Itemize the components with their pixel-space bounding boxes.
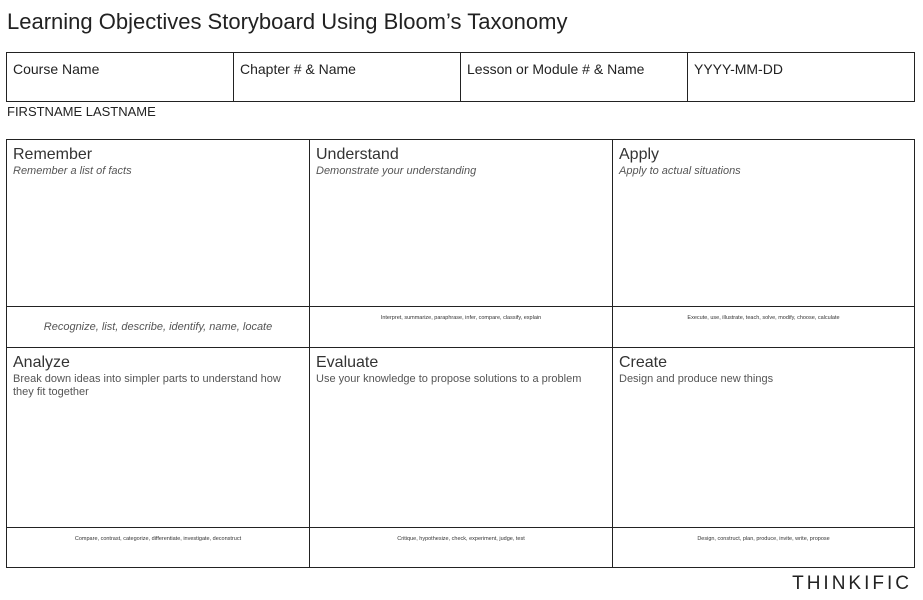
understand-box[interactable]	[310, 140, 613, 307]
remember-title: Remember	[13, 146, 93, 163]
understand-verbs: Interpret, summarize, paraphrase, infer, compare, classify, explain	[310, 307, 613, 348]
apply-subtitle: Apply to actual situations	[619, 165, 741, 177]
lesson-field[interactable]: Lesson or Module # & Name	[461, 53, 688, 101]
page-title: Learning Objectives Storyboard Using Bloom’s Taxonomy	[7, 9, 568, 34]
author-name: FIRSTNAME LASTNAME	[7, 104, 156, 119]
evaluate-box[interactable]	[310, 348, 613, 528]
create-box[interactable]	[613, 348, 914, 528]
course-name-field[interactable]: Course Name	[7, 53, 234, 101]
create-verbs: Design, construct, plan, produce, invite, write, propose	[697, 536, 830, 542]
evaluate-title: Evaluate	[316, 354, 379, 371]
create-title: Create	[619, 354, 668, 371]
create-subtitle: Design and produce new things	[619, 373, 774, 385]
understand-title: Understand	[316, 146, 399, 163]
analyze-box[interactable]	[7, 348, 310, 528]
remember-subtitle: Remember a list of facts	[13, 165, 132, 177]
analyze-title: Analyze	[13, 354, 70, 371]
thinkific-logo: THINKIFIC	[792, 573, 912, 594]
remember-box[interactable]	[7, 140, 310, 307]
chapter-field[interactable]: Chapter # & Name	[234, 53, 461, 101]
understand-subtitle: Demonstrate your understanding	[316, 165, 477, 177]
blooms-grid	[6, 139, 915, 568]
analyze-subtitle: Break down ideas into simpler parts to understand how they fit together	[13, 373, 281, 398]
apply-title: Apply	[619, 146, 660, 163]
remember-verbs: Recognize, list, describe, identify, name, locate	[7, 307, 310, 348]
apply-box[interactable]	[613, 140, 914, 307]
analyze-verbs: Compare, contrast, categorize, differentiate, investigate, deconstruct	[7, 528, 310, 567]
course-info-table	[6, 52, 915, 102]
evaluate-subtitle: Use your knowledge to propose solutions to a problem	[316, 373, 582, 385]
apply-verbs: Execute, use, illustrate, teach, solve, modify, choose, calculate	[613, 307, 914, 348]
evaluate-verbs: Critique, hypothesize, check, experiment, judge, test	[310, 528, 613, 567]
date-field[interactable]: YYYY-MM-DD	[694, 61, 783, 77]
